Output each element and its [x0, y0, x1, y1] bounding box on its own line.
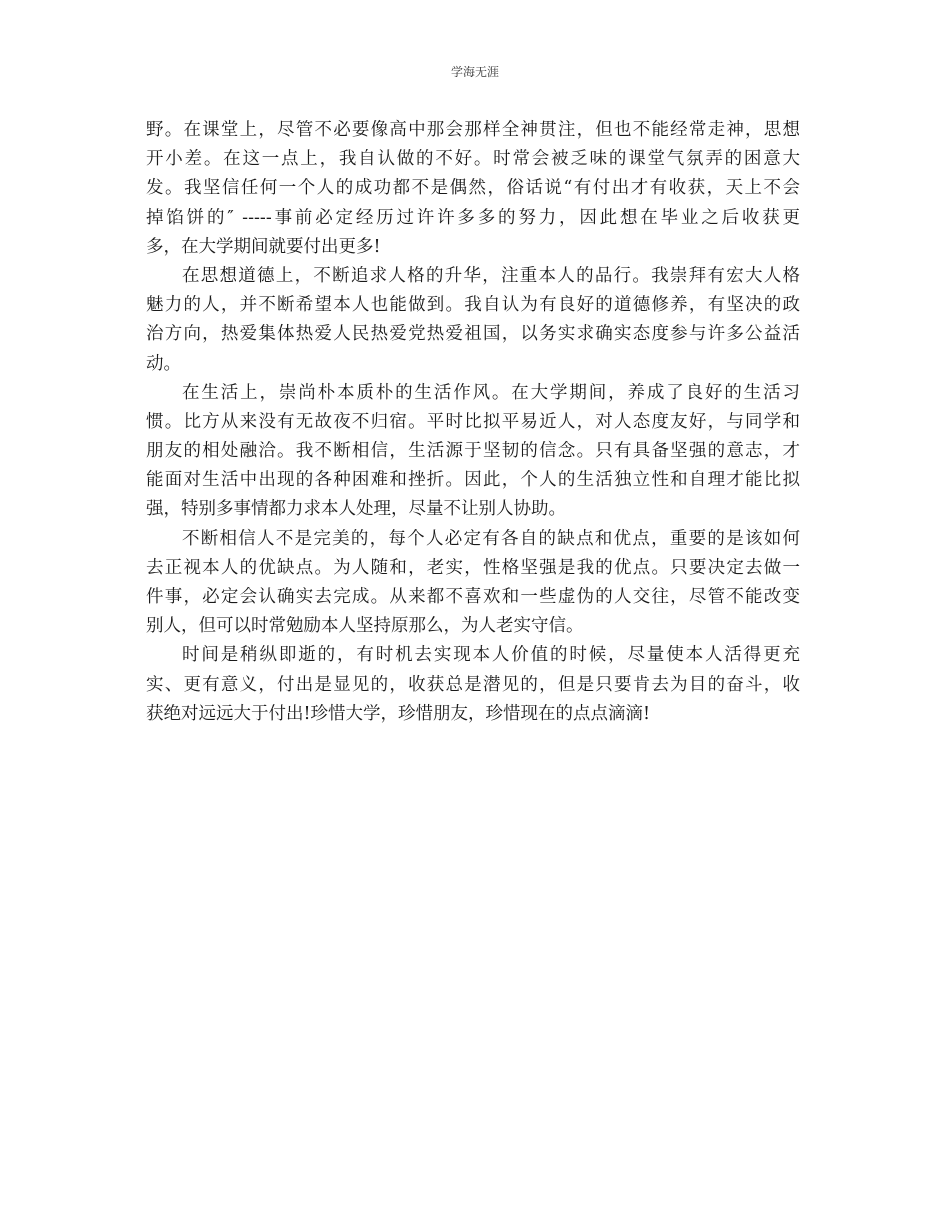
- text-line: 能面对生活中出现的各种困难和挫折。因此，个人的生活独立性和自理才能比拟: [146, 470, 800, 491]
- text-line: 野。在课堂上，尽管不必要像高中那会那样全神贯注，但也不能经常走神，思想: [146, 120, 800, 140]
- text-line: 件事，必定会认确实去完成。从来都不喜欢和一些虚伪的人交往，尽管不能改变: [146, 587, 800, 607]
- text-line: 发。我坚信任何一个人的成功都不是偶然，俗话说“有付出才有收获，天上不会: [146, 178, 800, 199]
- text-line: 惯。比方从来没有无故夜不归宿。平时比拟平易近人，对人态度友好，与同学和: [146, 411, 800, 432]
- text-line: 掉馅饼的″ -----事前必定经历过许许多多的努力，因此想在毕业之后收获更: [146, 207, 800, 228]
- document-body: [146, 116, 800, 729]
- text-line: 魅力的人，并不断希望本人也能做到。我自认为有良好的道德修养，有坚决的政: [146, 295, 800, 316]
- text-line: 动。: [146, 353, 181, 374]
- text-line: 去正视本人的优缺点。为人随和，老实，性格坚强是我的优点。只要决定去做一: [146, 557, 800, 578]
- text-line: 开小差。在这一点上，我自认做的不好。时常会被乏味的课堂气氛弄的困意大: [146, 149, 800, 170]
- text-line: 强，特别多事情都力求本人处理，尽量不让别人协助。: [146, 499, 566, 520]
- page-header: 学海无涯: [450, 65, 499, 79]
- text-line: 治方向，热爱集体热爱人民热爱党热爱祖国，以务实求确实态度参与许多公益活: [146, 324, 800, 345]
- text-line: 朋友的相处融洽。我不断相信，生活源于坚韧的信念。只有具备坚强的意志，才: [146, 441, 800, 462]
- text-line: 别人，但可以时常勉励本人坚持原那么，为人老实守信。: [146, 616, 584, 637]
- text-line: 多，在大学期间就要付出更多!: [146, 236, 381, 257]
- paragraph-start-line: 时间是稍纵即逝的，有时机去实现本人价值的时候，尽量使本人活得更充: [182, 645, 800, 666]
- paragraph-start-line: 在思想道德上，不断追求人格的升华，注重本人的品行。我崇拜有宏大人格: [182, 265, 800, 286]
- paragraph-start-line: 不断相信人不是完美的，每个人必定有各自的缺点和优点，重要的是该如何: [182, 528, 800, 549]
- text-line: 实、更有意义，付出是显见的，收获总是潜见的，但是只要肯去为目的奋斗，收: [146, 674, 800, 695]
- paragraph-start-line: 在生活上，崇尚朴本质朴的生活作风。在大学期间，养成了良好的生活习: [182, 382, 800, 403]
- text-line: 获绝对远远大于付出!珍惜大学，珍惜朋友，珍惜现在的点点滴滴!: [146, 703, 651, 724]
